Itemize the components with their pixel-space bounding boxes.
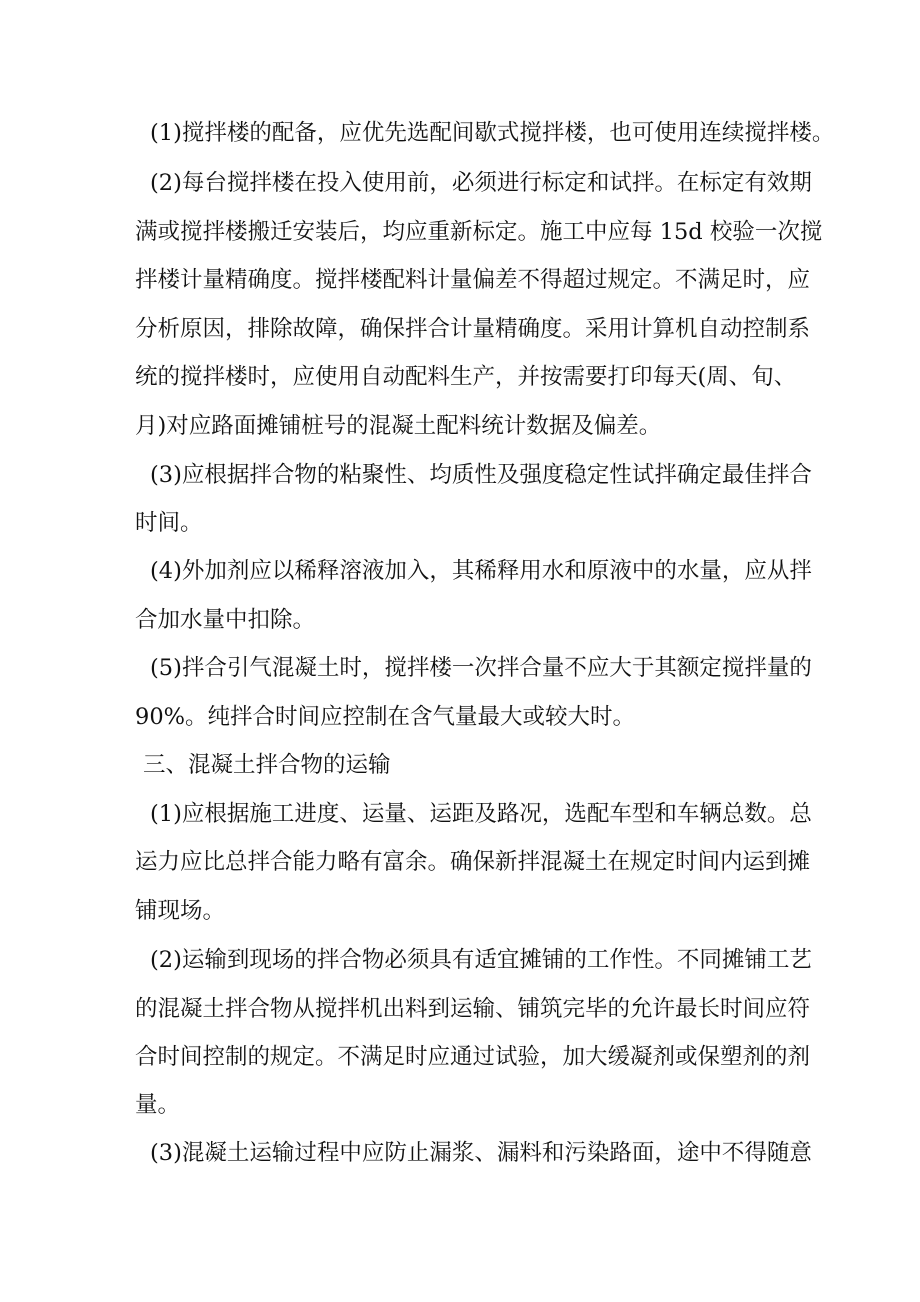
paragraph-line: (5)拌合引气混凝土时，搅拌楼一次拌合量不应大于其额定搅拌量的: [150, 655, 812, 681]
paragraph-line: (2)每台搅拌楼在投入使用前，必须进行标定和试拌。在标定有效期: [150, 170, 812, 196]
paragraph-line: (2)运输到现场的拌合物必须具有适宜摊铺的工作性。不同摊铺工艺: [150, 947, 812, 973]
paragraph-line: 合时间控制的规定。不满足时应通过试验，加大缓凝剂或保塑剂的剂: [135, 1044, 811, 1070]
paragraph-line: 拌楼计量精确度。搅拌楼配料计量偏差不得超过规定。不满足时，应: [135, 267, 811, 293]
paragraph-line: 合加水量中扣除。: [135, 607, 316, 633]
paragraph-line: (3)应根据拌合物的粘聚性、均质性及强度稳定性试拌确定最佳拌合: [150, 462, 812, 488]
paragraph-line: (1)应根据施工进度、运量、运距及路况，选配车型和车辆总数。总: [150, 801, 812, 827]
paragraph-line: 的混凝土拌合物从搅拌机出料到运输、铺筑完毕的允许最长时间应符: [135, 996, 811, 1022]
paragraph-line: 铺现场。: [135, 898, 226, 924]
paragraph-line: 满或搅拌楼搬迁安装后，均应重新标定。施工中应每 15d 校验一次搅: [135, 219, 823, 245]
paragraph-line: 90%。纯拌合时间应控制在含气量最大或较大时。: [135, 704, 636, 730]
paragraph-line: 时间。: [135, 510, 203, 536]
paragraph-line: 运力应比总拌合能力略有富余。确保新拌混凝土在规定时间内运到摊: [135, 849, 811, 875]
paragraph-line: 分析原因，排除故障，确保拌合计量精确度。采用计算机自动控制系: [135, 316, 811, 342]
paragraph-line: 统的搅拌楼时，应使用自动配料生产，并按需要打印每天(周、旬、: [135, 364, 797, 390]
section-heading: 三、混凝土拌合物的运输: [143, 752, 391, 778]
paragraph-line: 月)对应路面摊铺桩号的混凝土配料统计数据及偏差。: [135, 413, 662, 439]
paragraph-line: (1)搅拌楼的配备，应优先选配间歇式搅拌楼，也可使用连续搅拌楼。: [150, 120, 835, 146]
paragraph-line: 量。: [135, 1092, 181, 1118]
paragraph-line: (3)混凝土运输过程中应防止漏浆、漏料和污染路面，途中不得随意: [150, 1140, 812, 1166]
paragraph-line: (4)外加剂应以稀释溶液加入，其稀释用水和原液中的水量，应从拌: [150, 558, 812, 584]
